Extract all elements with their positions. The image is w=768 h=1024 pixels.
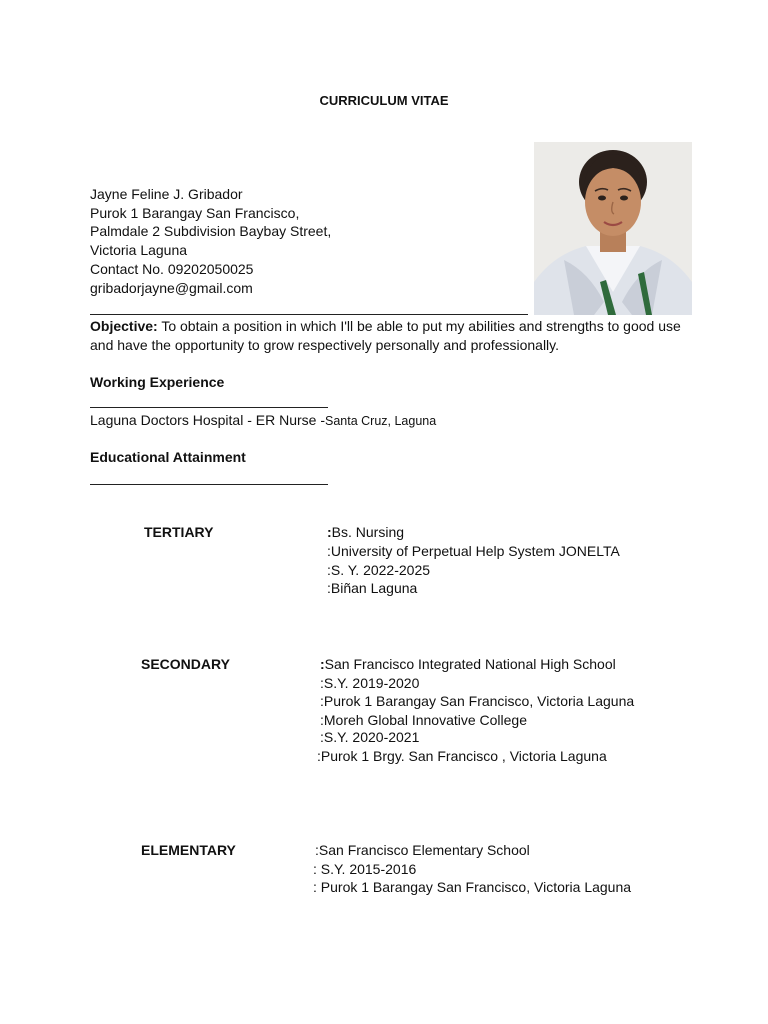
work-entry-main: Laguna Doctors Hospital - ER Nurse - xyxy=(90,412,325,428)
tertiary-colon: : xyxy=(327,524,332,540)
address-line-3: Victoria Laguna xyxy=(90,242,188,258)
objective-label: Objective: xyxy=(90,318,158,334)
objective-text: To obtain a position in which I'll be able to put my abilities and strengths to good use and have the opportunity to grow respectively personally and professionally. xyxy=(90,318,681,353)
secondary-line-5: :S.Y. 2020-2021 xyxy=(320,729,420,745)
applicant-name: Jayne Feline J. Gribador xyxy=(90,186,243,202)
email-address: gribadorjayne@gmail.com xyxy=(90,280,253,296)
work-entry xyxy=(90,411,436,431)
tertiary-label: TERTIARY xyxy=(144,524,214,540)
tertiary-line-1 xyxy=(327,523,404,542)
address-line-1: Purok 1 Barangay San Francisco, xyxy=(90,205,300,221)
secondary-line-1 xyxy=(320,655,616,674)
working-experience-heading: Working Experience xyxy=(90,374,225,390)
profile-photo xyxy=(534,142,692,315)
secondary-colon: : xyxy=(320,656,325,672)
tertiary-line-4: :Biñan Laguna xyxy=(327,580,418,596)
secondary-line-4: :Moreh Global Innovative College xyxy=(320,712,528,728)
secondary-line-6: :Purok 1 Brgy. San Francisco , Victoria Laguna xyxy=(317,748,607,764)
tertiary-line-3: :S. Y. 2022-2025 xyxy=(327,562,431,578)
tertiary-line-2: :University of Perpetual Help System JONELTA xyxy=(327,543,620,559)
contact-divider xyxy=(90,314,528,315)
secondary-label: SECONDARY xyxy=(141,656,230,672)
elementary-label: ELEMENTARY xyxy=(141,842,236,858)
objective-paragraph xyxy=(90,317,690,355)
work-entry-location: Santa Cruz, Laguna xyxy=(325,414,437,428)
education-divider xyxy=(90,484,328,485)
tertiary-degree: Bs. Nursing xyxy=(331,524,405,540)
secondary-school-1: San Francisco Integrated National High School xyxy=(324,656,616,672)
elementary-line-2: : S.Y. 2015-2016 xyxy=(313,861,417,877)
secondary-line-2: :S.Y. 2019-2020 xyxy=(320,675,420,691)
elementary-line-1: :San Francisco Elementary School xyxy=(315,842,530,858)
elementary-line-3: : Purok 1 Barangay San Francisco, Victoria Laguna xyxy=(313,879,632,895)
document-title: CURRICULUM VITAE xyxy=(319,93,449,108)
educational-attainment-heading: Educational Attainment xyxy=(90,449,246,465)
contact-number: Contact No. 09202050025 xyxy=(90,261,254,277)
secondary-line-3: :Purok 1 Barangay San Francisco, Victoria Laguna xyxy=(320,693,635,709)
address-line-2: Palmdale 2 Subdivision Baybay Street, xyxy=(90,223,332,239)
work-divider xyxy=(90,407,328,408)
